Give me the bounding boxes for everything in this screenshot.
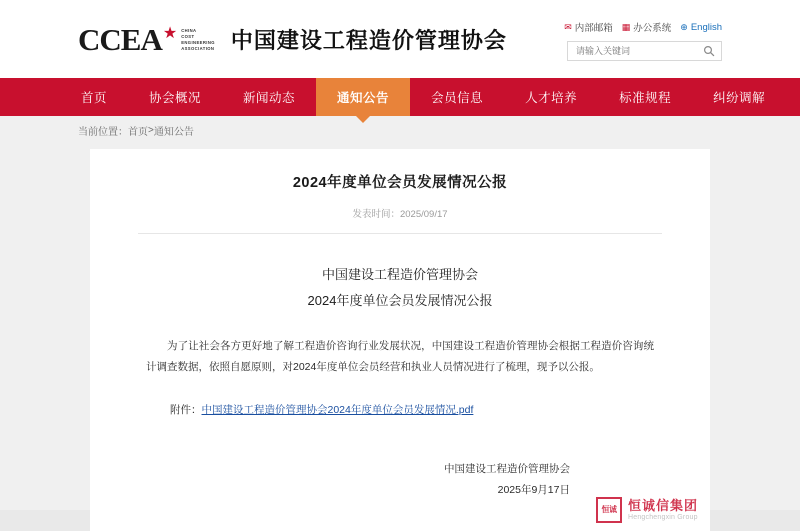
search-icon xyxy=(703,45,715,57)
site-logo[interactable] xyxy=(78,21,507,57)
document-body: 为了让社会各方更好地了解工程造价咨询行业发展状况，中国建设工程造价管理协会根据工程造价咨询统计调查数据，依照自愿原则，对2024年度单位会员经营和执业人员情况进行了梳理，现予以公报。 xyxy=(146,340,654,373)
logo-subtext-line-2: COST xyxy=(181,33,195,39)
publish-meta xyxy=(132,206,668,220)
nav-item-about[interactable]: 协会概况 xyxy=(149,91,202,105)
search-button[interactable] xyxy=(702,45,715,58)
logo-mark xyxy=(78,21,215,57)
watermark-name-en: Hengchengxin Group xyxy=(627,513,698,521)
watermark-seal-icon: 恒诚 xyxy=(596,497,622,523)
main-nav xyxy=(0,78,800,116)
attachment-link[interactable]: 中国建设工程造价管理协会2024年度单位会员发展情况.pdf xyxy=(201,404,474,416)
header-links xyxy=(564,20,722,34)
globe-icon: ⊕ xyxy=(680,21,688,32)
watermark-text xyxy=(628,498,698,523)
mail-icon: ✉ xyxy=(564,21,572,32)
nav-item-announcements[interactable]: 通知公告 xyxy=(316,78,410,116)
logo-subtext-line-1: CHINA xyxy=(181,27,197,33)
breadcrumb-prefix: 当前位置： xyxy=(78,126,128,138)
attachment-label: 附件： xyxy=(170,404,202,416)
header-link-oa[interactable] xyxy=(622,20,672,34)
watermark-name-cn: 恒诚信集团 xyxy=(627,497,698,513)
document-heading-line-2: 2024年度单位会员发展情况公报 xyxy=(307,293,493,308)
nav-item-home[interactable]: 首页 xyxy=(81,91,108,105)
nav-item-mediation[interactable]: 纠纷调解 xyxy=(713,91,766,105)
document-heading xyxy=(132,262,668,314)
site-header xyxy=(0,0,800,78)
header-link-mail-label: 内部邮箱 xyxy=(574,23,613,34)
header-link-english-label: English xyxy=(690,21,722,33)
signature-org: 中国建设工程造价管理协会 xyxy=(444,463,570,475)
document-heading-line-1: 中国建设工程造价管理协会 xyxy=(321,267,478,282)
logo-subtext xyxy=(181,28,215,53)
nav-item-standards[interactable]: 标准规程 xyxy=(619,91,672,105)
watermark xyxy=(596,497,698,523)
nav-item-training[interactable]: 人才培养 xyxy=(525,91,578,105)
divider xyxy=(138,233,662,234)
publish-label: 发表时间： xyxy=(352,209,400,220)
search-input[interactable] xyxy=(574,45,702,57)
logo-acronym: CCEA xyxy=(78,21,162,57)
search-box[interactable] xyxy=(567,41,722,61)
attachment-row xyxy=(132,402,668,417)
header-link-oa-label: 办公系统 xyxy=(633,23,672,34)
signature-date: 2025年9月17日 xyxy=(497,484,570,496)
nav-item-members[interactable]: 会员信息 xyxy=(431,91,484,105)
publish-date: 2025/09/17 xyxy=(399,209,448,220)
star-icon: ★ xyxy=(162,24,178,42)
grid-icon: ▦ xyxy=(621,21,631,32)
breadcrumb-home[interactable]: 首页 xyxy=(128,126,148,138)
signature-block xyxy=(132,459,668,501)
header-link-mail[interactable] xyxy=(564,20,613,34)
logo-subtext-line-4: ASSOCIATION xyxy=(181,46,215,52)
article-card xyxy=(90,149,710,531)
breadcrumb xyxy=(0,116,800,144)
nav-item-news[interactable]: 新闻动态 xyxy=(243,91,296,105)
page-title: 2024年度单位会员发展情况公报 xyxy=(292,175,508,191)
site-title: 中国建设工程造价管理协会 xyxy=(230,27,507,53)
header-link-english[interactable] xyxy=(680,22,722,33)
header-utilities xyxy=(562,20,722,61)
breadcrumb-separator: > xyxy=(148,124,154,136)
breadcrumb-current[interactable]: 通知公告 xyxy=(153,126,194,138)
logo-subtext-line-3: ENGINEERING xyxy=(181,40,215,46)
